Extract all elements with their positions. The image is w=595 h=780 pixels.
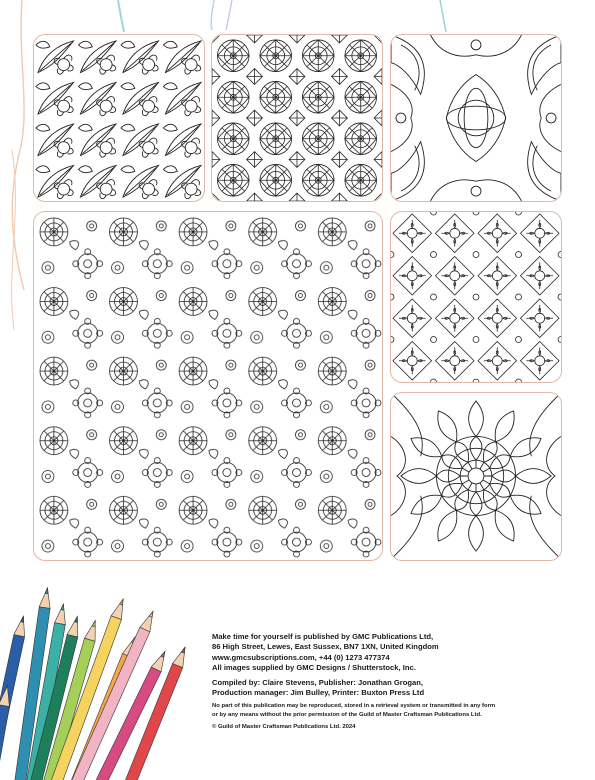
geometric-pattern-icon (212, 35, 382, 201)
pattern-tile-large-flowers (33, 211, 383, 561)
imprint-credits-line: Compiled by: Claire Stevens, Publisher: Jonathan Grogan, (212, 677, 423, 687)
imprint-contact-line: www.gmcsubscriptions.com, +44 (0) 1273 477374 (212, 652, 390, 662)
imprint-publisher-line: Make time for yourself is published by GMC Publications Ltd, (212, 632, 434, 641)
imprint-legal-line-2: or by any means without the prior permission of the Guild of Master Craftsman Publications Ltd. (212, 711, 482, 718)
doodle-flowers-pattern-icon (34, 212, 382, 560)
coloured-pencils-illustration-icon (0, 575, 210, 780)
pattern-tile-central-mandala (390, 392, 562, 561)
imprint-legal-line-1: No part of this publication may be reproduced, stored in a retrieval system or transmitted in any form (212, 703, 496, 710)
paisley-pattern-icon (391, 35, 561, 201)
imprint-images-credit: All images supplied by GMC Designs / Shutterstock, Inc. (212, 663, 416, 673)
imprint-address-line: 86 High Street, Lewes, East Sussex, BN7 1XN, United Kingdom (212, 642, 439, 652)
diamond-pattern-icon (391, 212, 561, 382)
imprint-copyright: © Guild of Master Craftsman Publications Ltd. 2024 (212, 723, 356, 730)
mandala-pattern-icon (391, 393, 561, 560)
imprint-production-line: Production manager: Jim Bulley, Printer: Buxton Press Ltd (212, 688, 425, 698)
pattern-tile-paisley-mandala (390, 34, 562, 202)
publication-imprint (212, 632, 582, 731)
pattern-tile-geometric-flower (211, 34, 383, 202)
pattern-tile-diamond-flowers (390, 211, 562, 383)
floral-leaf-pattern-icon (34, 35, 204, 201)
pattern-tile-leaf-flower (33, 34, 205, 202)
